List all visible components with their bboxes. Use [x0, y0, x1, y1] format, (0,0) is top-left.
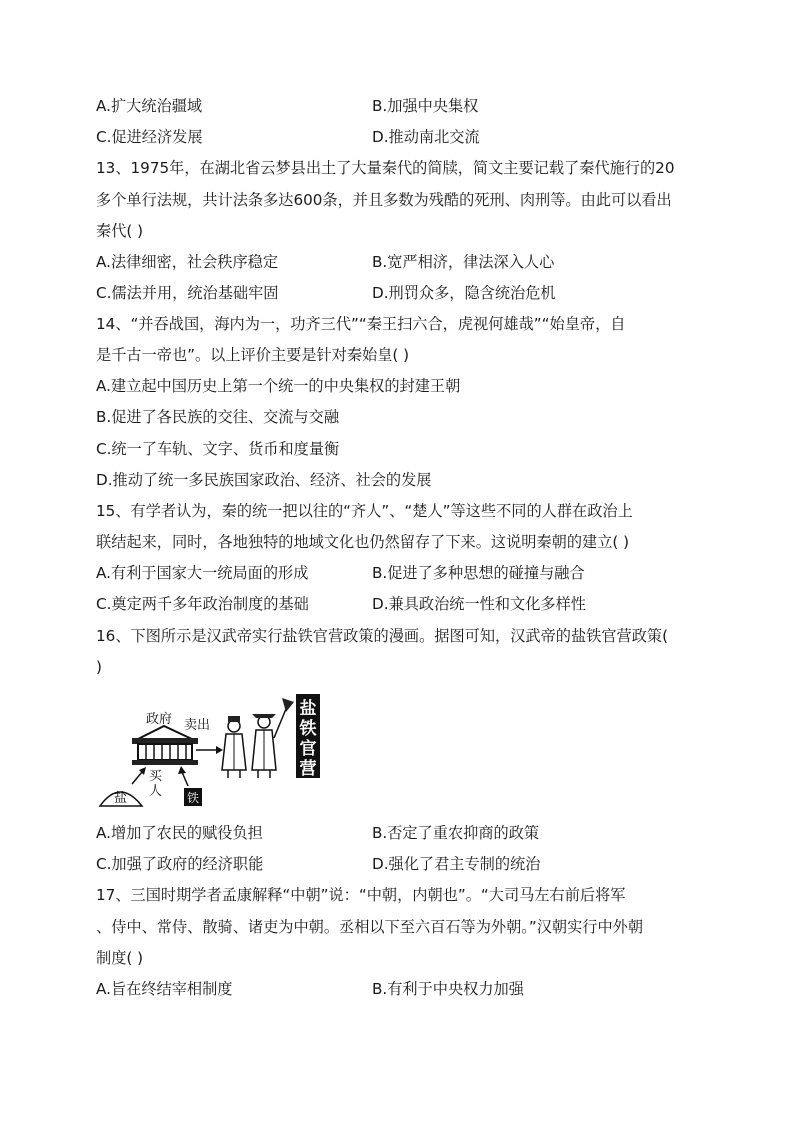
- q16-option-b: B.否定了重农抑商的政策: [372, 824, 540, 842]
- q15-option-d: D.兼具政治统一性和文化多样性: [372, 595, 586, 613]
- q14-option-c: C.统一了车轨、文字、货币和度量衡: [96, 440, 340, 458]
- q12-option-d: D.推动南北交流: [372, 128, 480, 146]
- q14-option-a: A.建立起中国历史上第一个统一的中央集权的封建王朝: [96, 377, 461, 395]
- q16-stem-line-2: ): [96, 658, 102, 676]
- banner-char-4: 营: [299, 759, 317, 779]
- figure-label-buy-1: 买: [149, 769, 163, 784]
- q16-stem-line-1: 16、下图所示是汉武帝实行盐铁官营政策的漫画。据图可知，汉武帝的盐铁官营政策(: [96, 627, 669, 645]
- q13-stem-line-3: 秦代( ): [96, 222, 144, 240]
- salt-iron-cartoon: [96, 692, 326, 814]
- q14-option-b: B.促进了各民族的交往、交流与交融: [96, 408, 340, 426]
- q13-option-c: C.儒法并用，统治基础牢固: [96, 284, 279, 302]
- q16-option-a: A.增加了农民的赋役负担: [96, 824, 263, 842]
- sell-arrow-icon: [196, 746, 223, 754]
- figure-label-iron: 铁: [186, 791, 200, 805]
- q13-option-d: D.刑罚众多，隐含统治危机: [372, 284, 556, 302]
- q15-option-c: C.奠定两千多年政治制度的基础: [96, 595, 309, 613]
- q15-option-a: A.有利于国家大一统局面的形成: [96, 564, 309, 582]
- q17-stem-line-3: 制度( ): [96, 949, 144, 967]
- q17-stem-line-1: 17、三国时期学者孟康解释“中朝”说：“中朝，内朝也”。“大司马左右前后将军: [96, 886, 626, 904]
- q15-option-b: B.促进了多种思想的碰撞与融合: [372, 564, 585, 582]
- figure-label-sell: 卖出: [184, 718, 211, 733]
- q12-option-b: B.加强中央集权: [372, 97, 479, 115]
- q15-stem-line-1: 15、有学者认为，秦的统一把以往的“齐人”、“楚人”等这些不同的人群在政治上: [96, 502, 633, 520]
- figure-label-buy-2: 人: [149, 784, 163, 799]
- q12-option-a: A.扩大统治疆域: [96, 97, 203, 115]
- officials-figure-icon: [222, 698, 294, 778]
- figure-label-government: 政府: [146, 712, 173, 727]
- banner-char-3: 官: [299, 739, 317, 759]
- banner-char-1: 盐: [299, 699, 317, 719]
- q13-stem-line-2: 多个单行法规，共计法条多达600条，并且多数为残酷的死刑、肉刑等。由此可以看出: [96, 191, 672, 209]
- q14-option-d: D.推动了统一多民族国家政治、经济、社会的发展: [96, 471, 432, 489]
- q16-option-c: C.加强了政府的经济职能: [96, 855, 264, 873]
- q17-option-b: B.有利于中央权力加强: [372, 980, 524, 998]
- banner-char-2: 铁: [299, 719, 317, 739]
- q16-option-d: D.强化了君主专制的统治: [372, 855, 541, 873]
- q13-stem-line-1: 13、1975年，在湖北省云梦县出土了大量秦代的简牍，简文主要记载了秦代施行的20: [96, 159, 675, 177]
- q13-option-b: B.宽严相济，律法深入人心: [372, 253, 555, 271]
- q14-stem-line-1: 14、“并吞战国，海内为一，功齐三代”“秦王扫六合，虎视何雄哉”“始皇帝，自: [96, 315, 626, 333]
- q17-option-a: A.旨在终结宰相制度: [96, 980, 233, 998]
- q14-stem-line-2: 是千古一帝也”。以上评价主要是针对秦始皇( ): [96, 346, 410, 364]
- q13-option-a: A.法律细密，社会秩序稳定: [96, 253, 279, 271]
- q12-option-c: C.促进经济发展: [96, 128, 203, 146]
- q17-stem-line-2: 、侍中、常侍、散骑、诸吏为中朝。丞相以下至六百石等为外朝。”汉朝实行中外朝: [96, 918, 644, 936]
- figure-label-salt: 盐: [114, 791, 128, 806]
- q15-stem-line-2: 联结起来，同时，各地独特的地域文化也仍然留存了下来。这说明秦朝的建立( ): [96, 533, 630, 551]
